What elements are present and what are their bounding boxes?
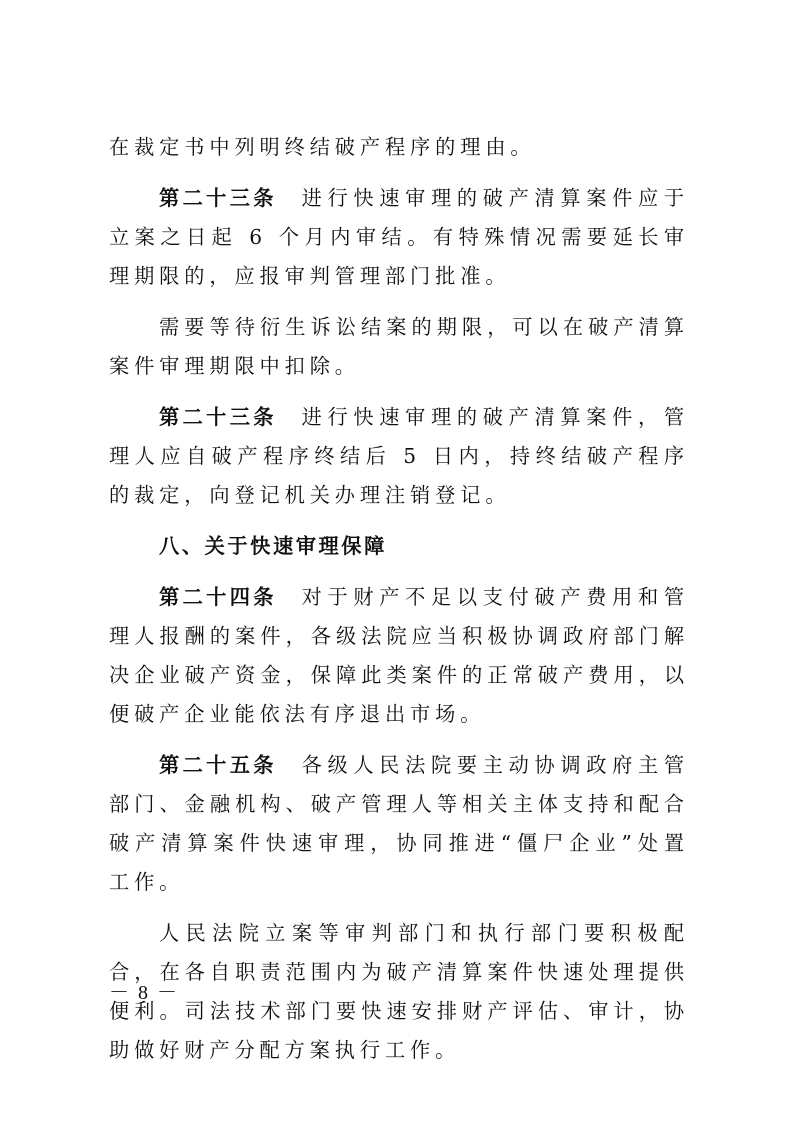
article-number: 第二十五条 <box>159 753 277 777</box>
paragraph-text: 对于财产不足以支付破产费用和管理人报酬的案件，各级法院应当积极协调政府部门解决企业破产资金，保障此类案件的正常破产费用，以便破产企业能依法有序退出市场。 <box>109 585 689 726</box>
paragraph-text: 进行快速审理的破产清算案件应于立案之日起 6 个月内审结。有特殊情况需要延长审理期限的，应报审判管理部门批准。 <box>109 186 689 288</box>
section-heading-text: 八、关于快速审理保障 <box>159 534 387 558</box>
paragraph-text: 在裁定书中列明终结破产程序的理由。 <box>109 135 536 159</box>
page-number: － 8 － <box>109 982 179 1004</box>
paragraph-text: 人民法院立案等审判部门和执行部门要积极配合，在各自职责范围内为破产清算案件快速处理提供便利。司法技术部门要快速安排财产评估、审计，协助做好财产分配方案执行工作。 <box>109 921 689 1062</box>
paragraph-continuation <box>109 128 689 167</box>
paragraph-text: 进行快速审理的破产清算案件，管理人应自破产程序终结后 5 日内，持终结破产程序的裁定，向登记机关办理注销登记。 <box>109 405 689 507</box>
section-heading <box>109 527 689 566</box>
article-number: 第二十三条 <box>159 186 277 210</box>
paragraph-text: 各级人民法院要主动协调政府主管部门、金融机构、破产管理人等相关主体支持和配合破产清算案件快速审理，协同推进“僵尸企业”处置工作。 <box>109 753 689 894</box>
article-23-paragraph <box>109 179 689 296</box>
article-number: 第二十四条 <box>159 585 277 609</box>
paragraph-text: 需要等待衍生诉讼结案的期限，可以在破产清算案件审理期限中扣除。 <box>109 315 689 378</box>
paragraph <box>109 308 689 386</box>
article-23-second-paragraph <box>109 398 689 515</box>
article-number: 第二十三条 <box>159 405 277 429</box>
paragraph <box>109 914 689 1070</box>
article-25-paragraph <box>109 746 689 902</box>
document-body <box>109 128 689 1070</box>
article-24-paragraph <box>109 578 689 734</box>
